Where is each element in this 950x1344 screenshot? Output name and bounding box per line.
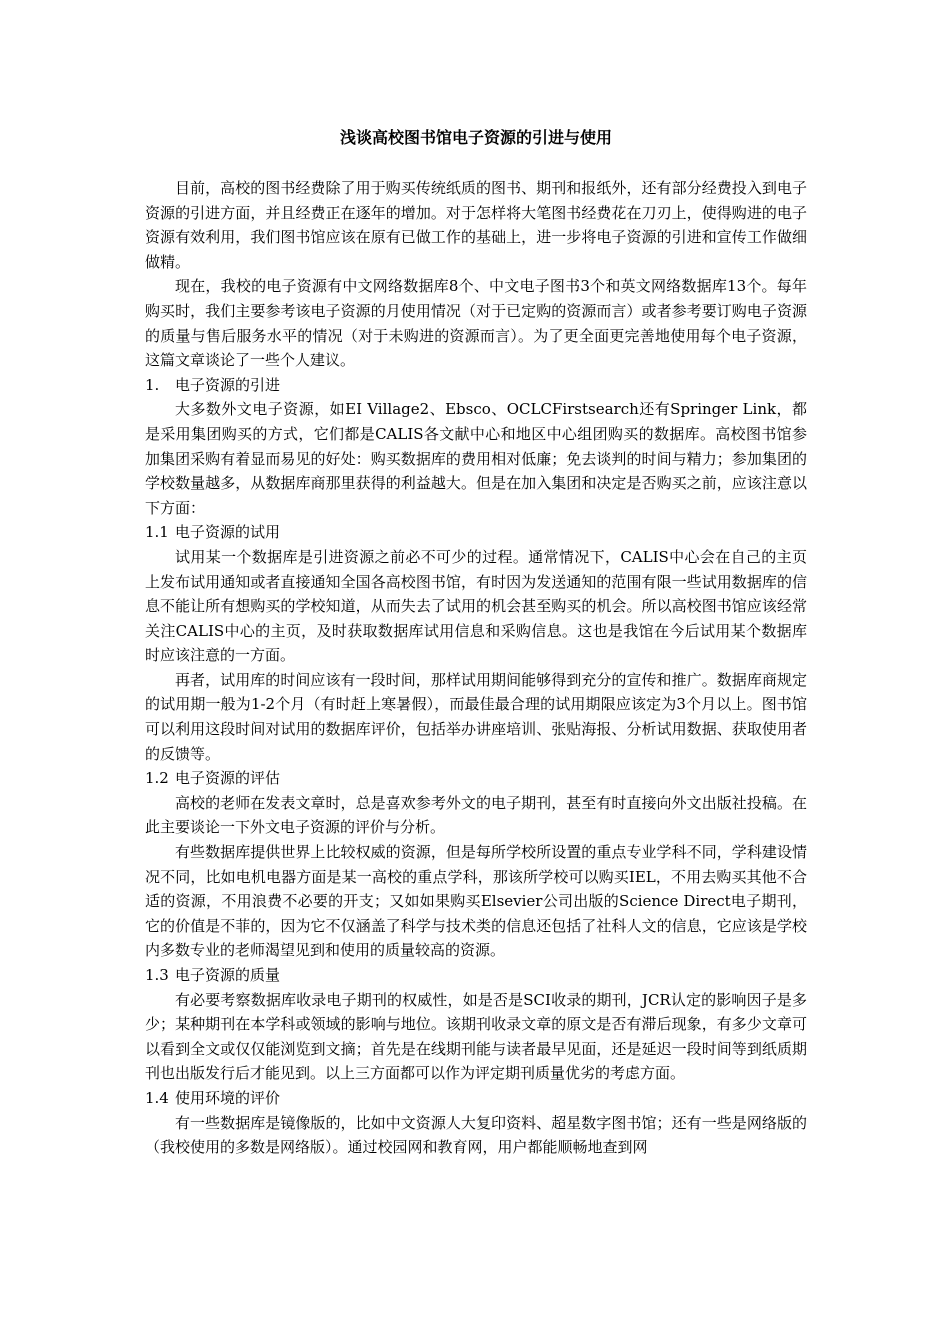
section-title: 电子资源的试用 [175, 523, 281, 542]
section-title: 电子资源的质量 [175, 966, 281, 984]
paragraph-section-1-1-b: 再者，试用库的时间应该有一段时间，那样试用期间能够得到充分的宣传和推广。数据库商规定的试用期一般为1-2个月（有时赶上寒暑假），而最佳最合理的试用期限应该定为3个月以上。图书馆可以利用这段时间对试用的数据库评价，包括举办讲座培训、张贴海报、分析试用数据、获取使用者的反馈等。 [145, 670, 807, 763]
document-title: 浅谈高校图书馆电子资源的引进与使用 [339, 128, 612, 147]
section-heading-1-1 [145, 520, 807, 545]
paragraph-intro-2: 现在，我校的电子资源有中文网络数据库8个、中文电子图书3个和英文网络数据库13个。每年购买时，我们主要参考该电子资源的月使用情况（对于已定购的资源而言）或者参考要订购电子资源的质量与售后服务水平的情况（对于未购进的资源而言）。为了更全面更完善地使用每个电子资源，这篇文章谈论了一些个人建议。 [145, 277, 807, 370]
paragraph-section-1-1-a: 试用某一个数据库是引进资源之前必不可少的过程。通常情况下，CALIS中心会在自己的主页上发布试用通知或者直接通知全国各高校图书馆，有时因为发送通知的范围有限一些试用数据库的信息不能让所有想购买的学校知道，从而失去了试用的机会甚至购买的机会。所以高校图书馆应该经常关注CALIS中心的主页，及时获取数据库试用信息和采购信息。这也是我馆在今后试用某个数据库时应该注意的一方面。 [145, 547, 807, 665]
document-page [145, 126, 807, 1160]
section-number: 1.3 [145, 966, 169, 984]
section-number: 1.4 [145, 1088, 169, 1107]
section-number: 1.1 [145, 523, 169, 542]
paragraph-section-1-2-a: 高校的老师在发表文章时，总是喜欢参考外文的电子期刊，甚至有时直接向外文出版社投稿。在此主要谈论一下外文电子资源的评价与分析。 [145, 793, 807, 837]
section-heading-1-4 [145, 1086, 807, 1111]
paragraph-section-1: 大多数外文电子资源，如EI Village2、Ebsco、OCLCFirstsearch还有Springer Link，都是采用集团购买的方式，它们都是CALIS各文献中心和地区中心组团购买的数据库。高校图书馆参加集团采购有着显而易见的好处：购买数据库的费用相对低廉；免去谈判的时间与精力；参加集团的学校数量越多，从数据库商那里获得的利益越大。但是在加入集团和决定是否购买之前，应该注意以下方面： [145, 400, 807, 517]
section-heading-1-2 [145, 766, 807, 791]
paragraph-section-1-4: 有一些数据库是镜像版的，比如中文资源人大复印资料、超星数字图书馆；还有一些是网络版的（我校使用的多数是网络版）。通过校园网和教育网，用户都能顺畅地查到网 [145, 1113, 807, 1157]
section-title: 电子资源的评估 [175, 769, 281, 788]
paragraph-intro-1: 目前，高校的图书经费除了用于购买传统纸质的图书、期刊和报纸外，还有部分经费投入到电子资源的引进方面，并且经费正在逐年的增加。对于怎样将大笔图书经费花在刀刃上，使得购进的电子资源有效利用，我们图书馆应该在原有已做工作的基础上，进一步将电子资源的引进和宣传工作做细做精。 [145, 179, 807, 271]
paragraph-section-1-3: 有必要考察数据库收录电子期刊的权威性，如是否是SCI收录的期刊，JCR认定的影响因子是多少；某种期刊在本学科或领域的影响与地位。该期刊收录文章的原文是否有滞后现象，有多少文章可以看到全文或仅仅能浏览到文摘；首先是在线期刊能与读者最早见面，还是延迟一段时间等到纸质期刊也出版发行后才能见到。以上三方面都可以作为评定期刊质量优劣的考虑方面。 [145, 990, 807, 1083]
section-number: 1.2 [145, 769, 169, 788]
section-title: 电子资源的引进 [175, 375, 281, 394]
section-title: 使用环境的评价 [175, 1088, 281, 1107]
section-heading-1-3 [145, 963, 807, 988]
paragraph-section-1-2-b: 有些数据库提供世界上比较权威的资源，但是每所学校所设置的重点专业学科不同，学科建设情况不同，比如电机电器方面是某一高校的重点学科，那该所学校可以购买IEL，不用去购买其他不合适的资源，不用浪费不必要的开支；又如如果购买Elsevier公司出版的Science Direct电子期刊，它的价值是不菲的，因为它不仅涵盖了科学与技术类的信息还包括了社科人文的信息，它应该是学校内多数专业的老师渴望见到和使用的质量较高的资源。 [145, 843, 807, 960]
section-heading-1 [145, 373, 807, 398]
section-number: 1. [145, 375, 160, 394]
